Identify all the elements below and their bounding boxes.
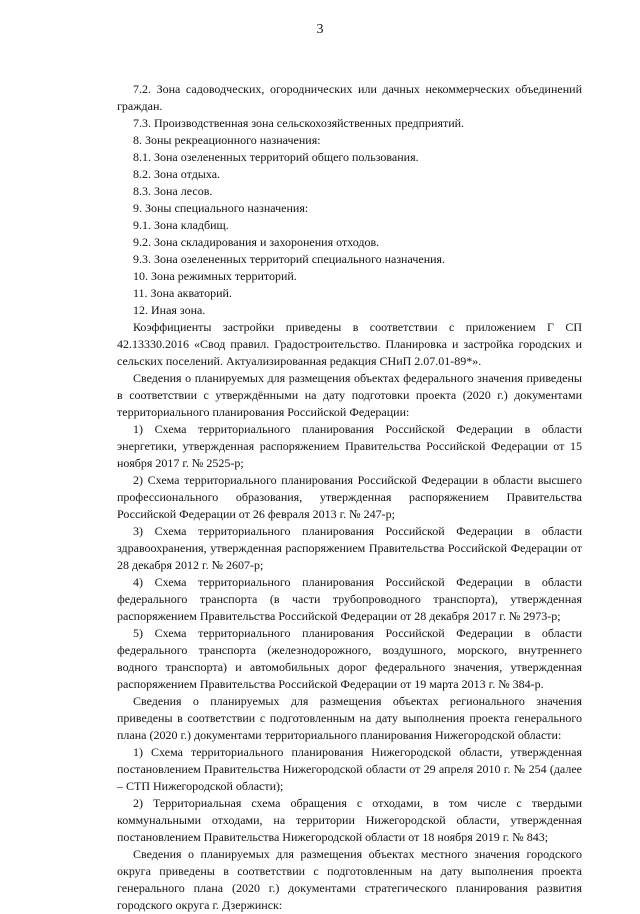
paragraph-regional-objects: Сведения о планируемых для размещения объектах регионального значения приведены в соответствии с подготовленным на дату выполнения проекта генерального плана (2020 г.) документами территориального планирования Нижегородской области: <box>117 694 582 742</box>
paragraph-zone-8-2: 8.2. Зона отдыха. <box>133 167 221 181</box>
paragraph-federal-scheme-4: 4) Схема территориального планирования Российской Федерации в области федерального транспорта (в части трубопроводного транспорта), утвержденная распоряжением Правительства Российской Федерации от 28 декабря 2017 г. № 2973-р; <box>117 575 582 623</box>
paragraph-federal-scheme-3: 3) Схема территориального планирования Российской Федерации в области здравоохранения, утвержденная распоряжением Правительства Российской Федерации от 28 декабря 2012 г. № 2607-р; <box>117 524 582 572</box>
paragraph-federal-scheme-1: 1) Схема территориального планирования Российской Федерации в области энергетики, утвержденная распоряжением Правительства Российской Федерации от 15 ноября 2017 г. № 2525-р; <box>117 422 582 470</box>
paragraph-zone-9-1: 9.1. Зона кладбищ. <box>133 218 229 232</box>
paragraph-zone-8: 8. Зоны рекреационного назначения: <box>133 133 321 147</box>
paragraph-federal-scheme-2: 2) Схема территориального планирования Российской Федерации в области высшего профессионального образования, утвержденная распоряжением Правительства Российской Федерации от 26 февраля 2013 г. № 247-р; <box>117 473 582 521</box>
paragraph-federal-objects: Сведения о планируемых для размещения объектах федерального значения приведены в соответствии с утверждёнными на дату подготовки проекта (2020 г.) документами территориального планирования Российской Федерации: <box>117 371 582 419</box>
paragraph-building-coefficients: Коэффициенты застройки приведены в соответствии с приложением Г СП 42.13330.2016 «Свод правил. Градостроительство. Планировка и застройка городских и сельских поселений. Актуализированная редакция СНиП 2.07.01-89*». <box>117 320 582 368</box>
paragraph-zone-8-1: 8.1. Зона озелененных территорий общего пользования. <box>133 150 419 164</box>
paragraph-zone-12: 12. Иная зона. <box>133 303 206 317</box>
paragraph-zone-9-2: 9.2. Зона складирования и захоронения отходов. <box>133 235 380 249</box>
page-number: 3 <box>316 22 324 37</box>
paragraph-zone-9-3: 9.3. Зона озелененных территорий специального назначения. <box>133 252 446 266</box>
paragraph-federal-scheme-5: 5) Схема территориального планирования Российской Федерации в области федерального транспорта (железнодорожного, воздушного, морского, внутреннего водного транспорта) и автомобильных дорог федерального значения, утвержденная распоряжением Правительства Российской Федерации от 19 марта 2013 г. № 384-р. <box>117 626 582 691</box>
paragraph-local-objects: Сведения о планируемых для размещения объектах местного значения городского округа приведены в соответствии с подготовленным на дату выполнения проекта генерального плана (2020 г.) документами стратегического планирования развития городского округа г. Дзержинск: <box>117 847 582 912</box>
document-body <box>117 81 582 914</box>
paragraph-zone-10: 10. Зона режимных территорий. <box>133 269 297 283</box>
paragraph-zone-8-3: 8.3. Зона лесов. <box>133 184 213 198</box>
paragraph-regional-scheme-2: 2) Территориальная схема обращения с отходами, в том числе с твердыми коммунальными отходами, на территории Нижегородской области, утвержденная постановлением Правительства Нижегородской области от 18 ноября 2019 г. № 843; <box>117 796 582 844</box>
paragraph-regional-scheme-1: 1) Схема территориального планирования Нижегородской области, утвержденная постановлением Правительства Нижегородской области от 29 апреля 2010 г. № 254 (далее – СТП Нижегородской области); <box>117 745 582 793</box>
paragraph-zone-7-3: 7.3. Производственная зона сельскохозяйственных предприятий. <box>133 116 465 130</box>
paragraph-zone-9: 9. Зоны специального назначения: <box>133 201 309 215</box>
paragraph-zone-11: 11. Зона акваторий. <box>133 286 232 300</box>
paragraph-zone-7-2: 7.2. Зона садоводческих, огороднических или дачных некоммерческих объединений граждан. <box>117 82 582 113</box>
